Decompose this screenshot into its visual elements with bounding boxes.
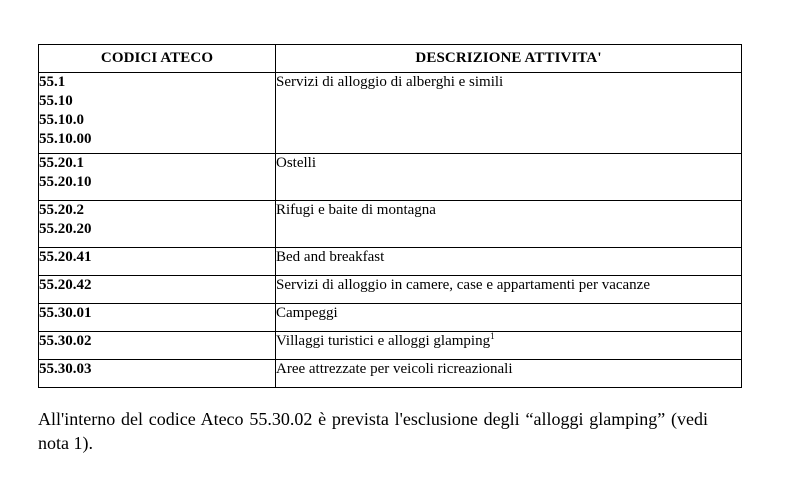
header-codes: CODICI ATECO (39, 45, 276, 73)
table-row (39, 248, 742, 276)
header-description: DESCRIZIONE ATTIVITA' (276, 45, 742, 73)
codes-cell (39, 248, 276, 276)
table-row (39, 201, 742, 248)
codes-cell (39, 304, 276, 332)
table-row (39, 73, 742, 154)
activity-description: Ostelli (276, 155, 316, 171)
activity-description: Villaggi turistici e alloggi glamping (276, 333, 491, 349)
codes-cell (39, 276, 276, 304)
ateco-code: 55.20.42 (39, 277, 92, 293)
table-row (39, 360, 742, 388)
activity-description: Servizi di alloggio in camere, case e appartamenti per vacanze (276, 277, 650, 293)
ateco-code: 55.10 (39, 93, 73, 109)
ateco-code: 55.20.1 (39, 155, 84, 171)
activity-description: Rifugi e baite di montagna (276, 202, 436, 218)
description-cell (276, 154, 742, 201)
ateco-code: 55.10.00 (39, 131, 92, 147)
ateco-code: 55.1 (39, 74, 66, 90)
activity-description: Campeggi (276, 305, 338, 321)
table-row (39, 304, 742, 332)
table-row (39, 332, 742, 360)
codes-cell (39, 360, 276, 388)
ateco-code: 55.20.41 (39, 249, 92, 265)
ateco-code: 55.30.01 (39, 305, 92, 321)
ateco-code: 55.20.20 (39, 221, 92, 237)
description-cell (276, 332, 742, 360)
table-row (39, 276, 742, 304)
ateco-code: 55.30.02 (39, 333, 92, 349)
footnote-reference: 1 (490, 331, 495, 341)
codes-cell (39, 154, 276, 201)
activity-description: Aree attrezzate per veicoli ricreazionali (276, 361, 513, 377)
activity-description: Bed and breakfast (276, 249, 385, 265)
description-cell (276, 304, 742, 332)
ateco-code: 55.20.10 (39, 174, 92, 190)
codes-cell (39, 332, 276, 360)
codes-cell (39, 73, 276, 154)
description-cell (276, 73, 742, 154)
description-cell (276, 276, 742, 304)
activity-description: Servizi di alloggio di alberghi e simili (276, 74, 504, 90)
description-cell (276, 201, 742, 248)
ateco-code: 55.10.0 (39, 112, 84, 128)
table-row (39, 154, 742, 201)
table-header-row (39, 45, 742, 73)
ateco-code: 55.20.2 (39, 202, 84, 218)
ateco-codes-table (38, 44, 742, 388)
ateco-code: 55.30.03 (39, 361, 92, 377)
footer-note: All'interno del codice Ateco 55.30.02 è prevista l'esclusione degli “alloggi glamping” (vedi nota 1). (38, 409, 708, 453)
codes-cell (39, 201, 276, 248)
description-cell (276, 248, 742, 276)
description-cell (276, 360, 742, 388)
